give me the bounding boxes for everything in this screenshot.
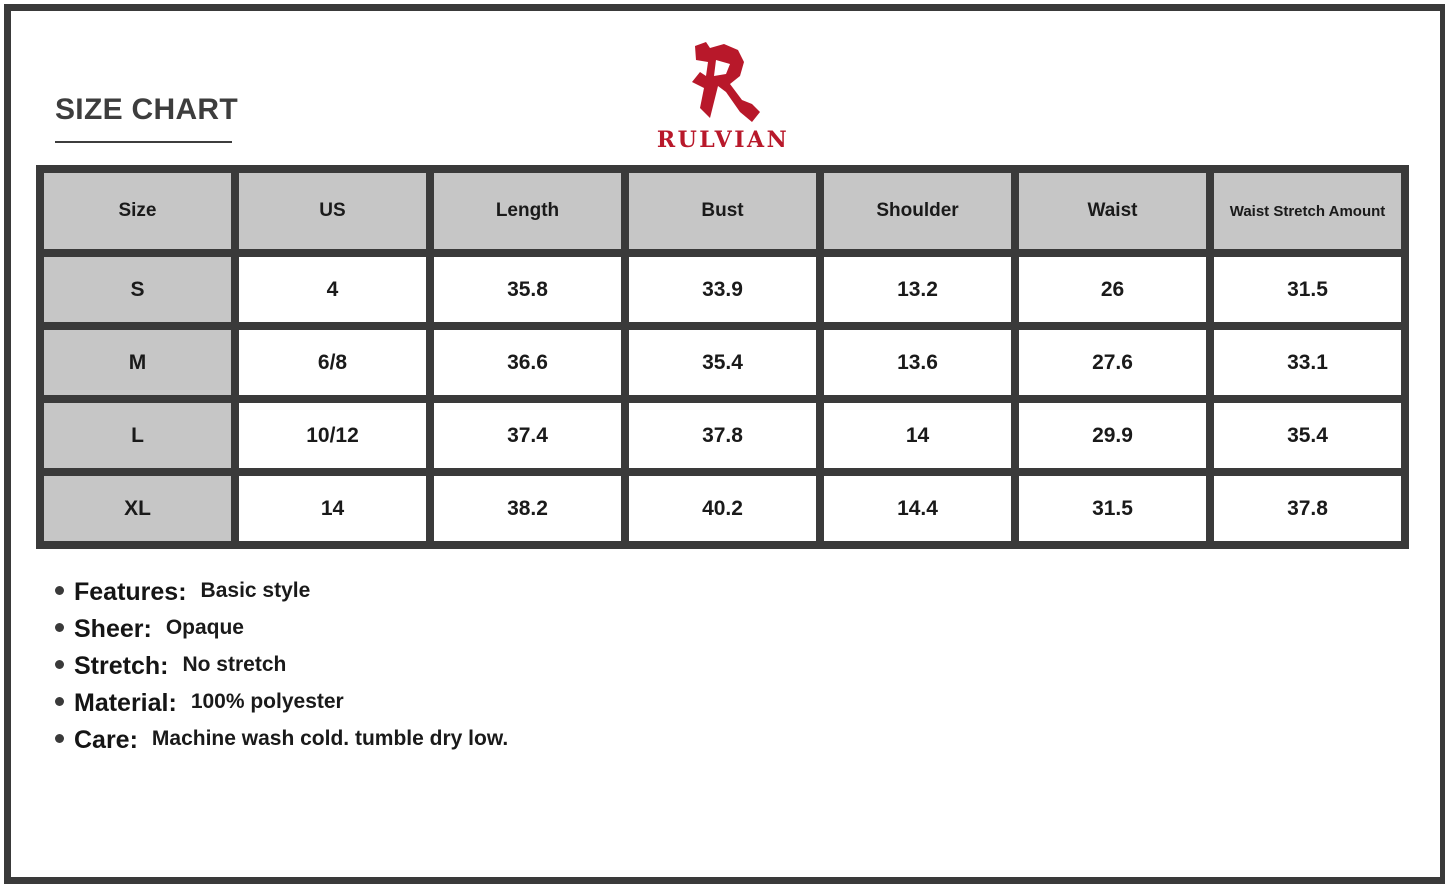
bullet-icon xyxy=(55,586,64,595)
table-row xyxy=(44,330,1401,395)
table-cell: 37.8 xyxy=(629,403,816,468)
table-cell: 40.2 xyxy=(629,476,816,541)
table-cell: 26 xyxy=(1019,257,1206,322)
table-cell: 35.4 xyxy=(629,330,816,395)
table-cell: 10/12 xyxy=(239,403,426,468)
table-cell: 35.4 xyxy=(1214,403,1401,468)
title-underline xyxy=(55,141,232,143)
table-cell: 14.4 xyxy=(824,476,1011,541)
table-cell: 13.6 xyxy=(824,330,1011,395)
table-cell: 14 xyxy=(824,403,1011,468)
table-cell: 13.2 xyxy=(824,257,1011,322)
bullet-icon xyxy=(55,623,64,632)
spec-label: Stretch: xyxy=(74,652,169,680)
spec-value: No stretch xyxy=(182,652,287,676)
header-us: US xyxy=(239,173,426,249)
spec-item-material xyxy=(55,685,508,722)
spec-label: Material: xyxy=(74,689,177,717)
table-cell: 36.6 xyxy=(434,330,621,395)
size-label: XL xyxy=(44,476,231,541)
header-waist-stretch: Waist Stretch Amount xyxy=(1214,173,1401,249)
table-cell: 6/8 xyxy=(239,330,426,395)
table-cell: 35.8 xyxy=(434,257,621,322)
size-label: S xyxy=(44,257,231,322)
spec-value: 100% polyester xyxy=(190,689,344,713)
header-waist: Waist xyxy=(1019,173,1206,249)
header-shoulder: Shoulder xyxy=(824,173,1011,249)
table-cell: 33.9 xyxy=(629,257,816,322)
spec-label: Sheer: xyxy=(74,615,152,643)
table-row xyxy=(44,476,1401,541)
spec-item-sheer xyxy=(55,611,508,648)
spec-value: Opaque xyxy=(165,615,244,639)
spec-value: Machine wash cold. tumble dry low. xyxy=(151,726,509,750)
table-cell: 29.9 xyxy=(1019,403,1206,468)
table-cell: 4 xyxy=(239,257,426,322)
brand-logo-icon xyxy=(686,40,762,124)
spec-item-care xyxy=(55,722,508,759)
header-length: Length xyxy=(434,173,621,249)
spec-item-stretch xyxy=(55,648,508,685)
spec-label: Care: xyxy=(74,726,138,754)
size-label: L xyxy=(44,403,231,468)
bullet-icon xyxy=(55,697,64,706)
spec-item-features xyxy=(55,574,508,611)
table-row xyxy=(44,403,1401,468)
table-cell: 37.4 xyxy=(434,403,621,468)
table-cell: 37.8 xyxy=(1214,476,1401,541)
table-cell: 27.6 xyxy=(1019,330,1206,395)
table-cell: 33.1 xyxy=(1214,330,1401,395)
table-cell: 14 xyxy=(239,476,426,541)
header-size: Size xyxy=(44,173,231,249)
spec-value: Basic style xyxy=(200,578,311,602)
table-cell: 31.5 xyxy=(1214,257,1401,322)
bullet-icon xyxy=(55,660,64,669)
product-specs-list xyxy=(55,574,508,759)
size-table xyxy=(36,165,1409,549)
size-label: M xyxy=(44,330,231,395)
table-cell: 38.2 xyxy=(434,476,621,541)
table-row xyxy=(44,257,1401,322)
brand-name: RULVIAN xyxy=(656,127,790,153)
table-cell: 31.5 xyxy=(1019,476,1206,541)
page-title: SIZE CHART xyxy=(55,93,238,126)
bullet-icon xyxy=(55,734,64,743)
table-header-row xyxy=(44,173,1401,249)
spec-label: Features: xyxy=(74,578,187,606)
header-bust: Bust xyxy=(629,173,816,249)
